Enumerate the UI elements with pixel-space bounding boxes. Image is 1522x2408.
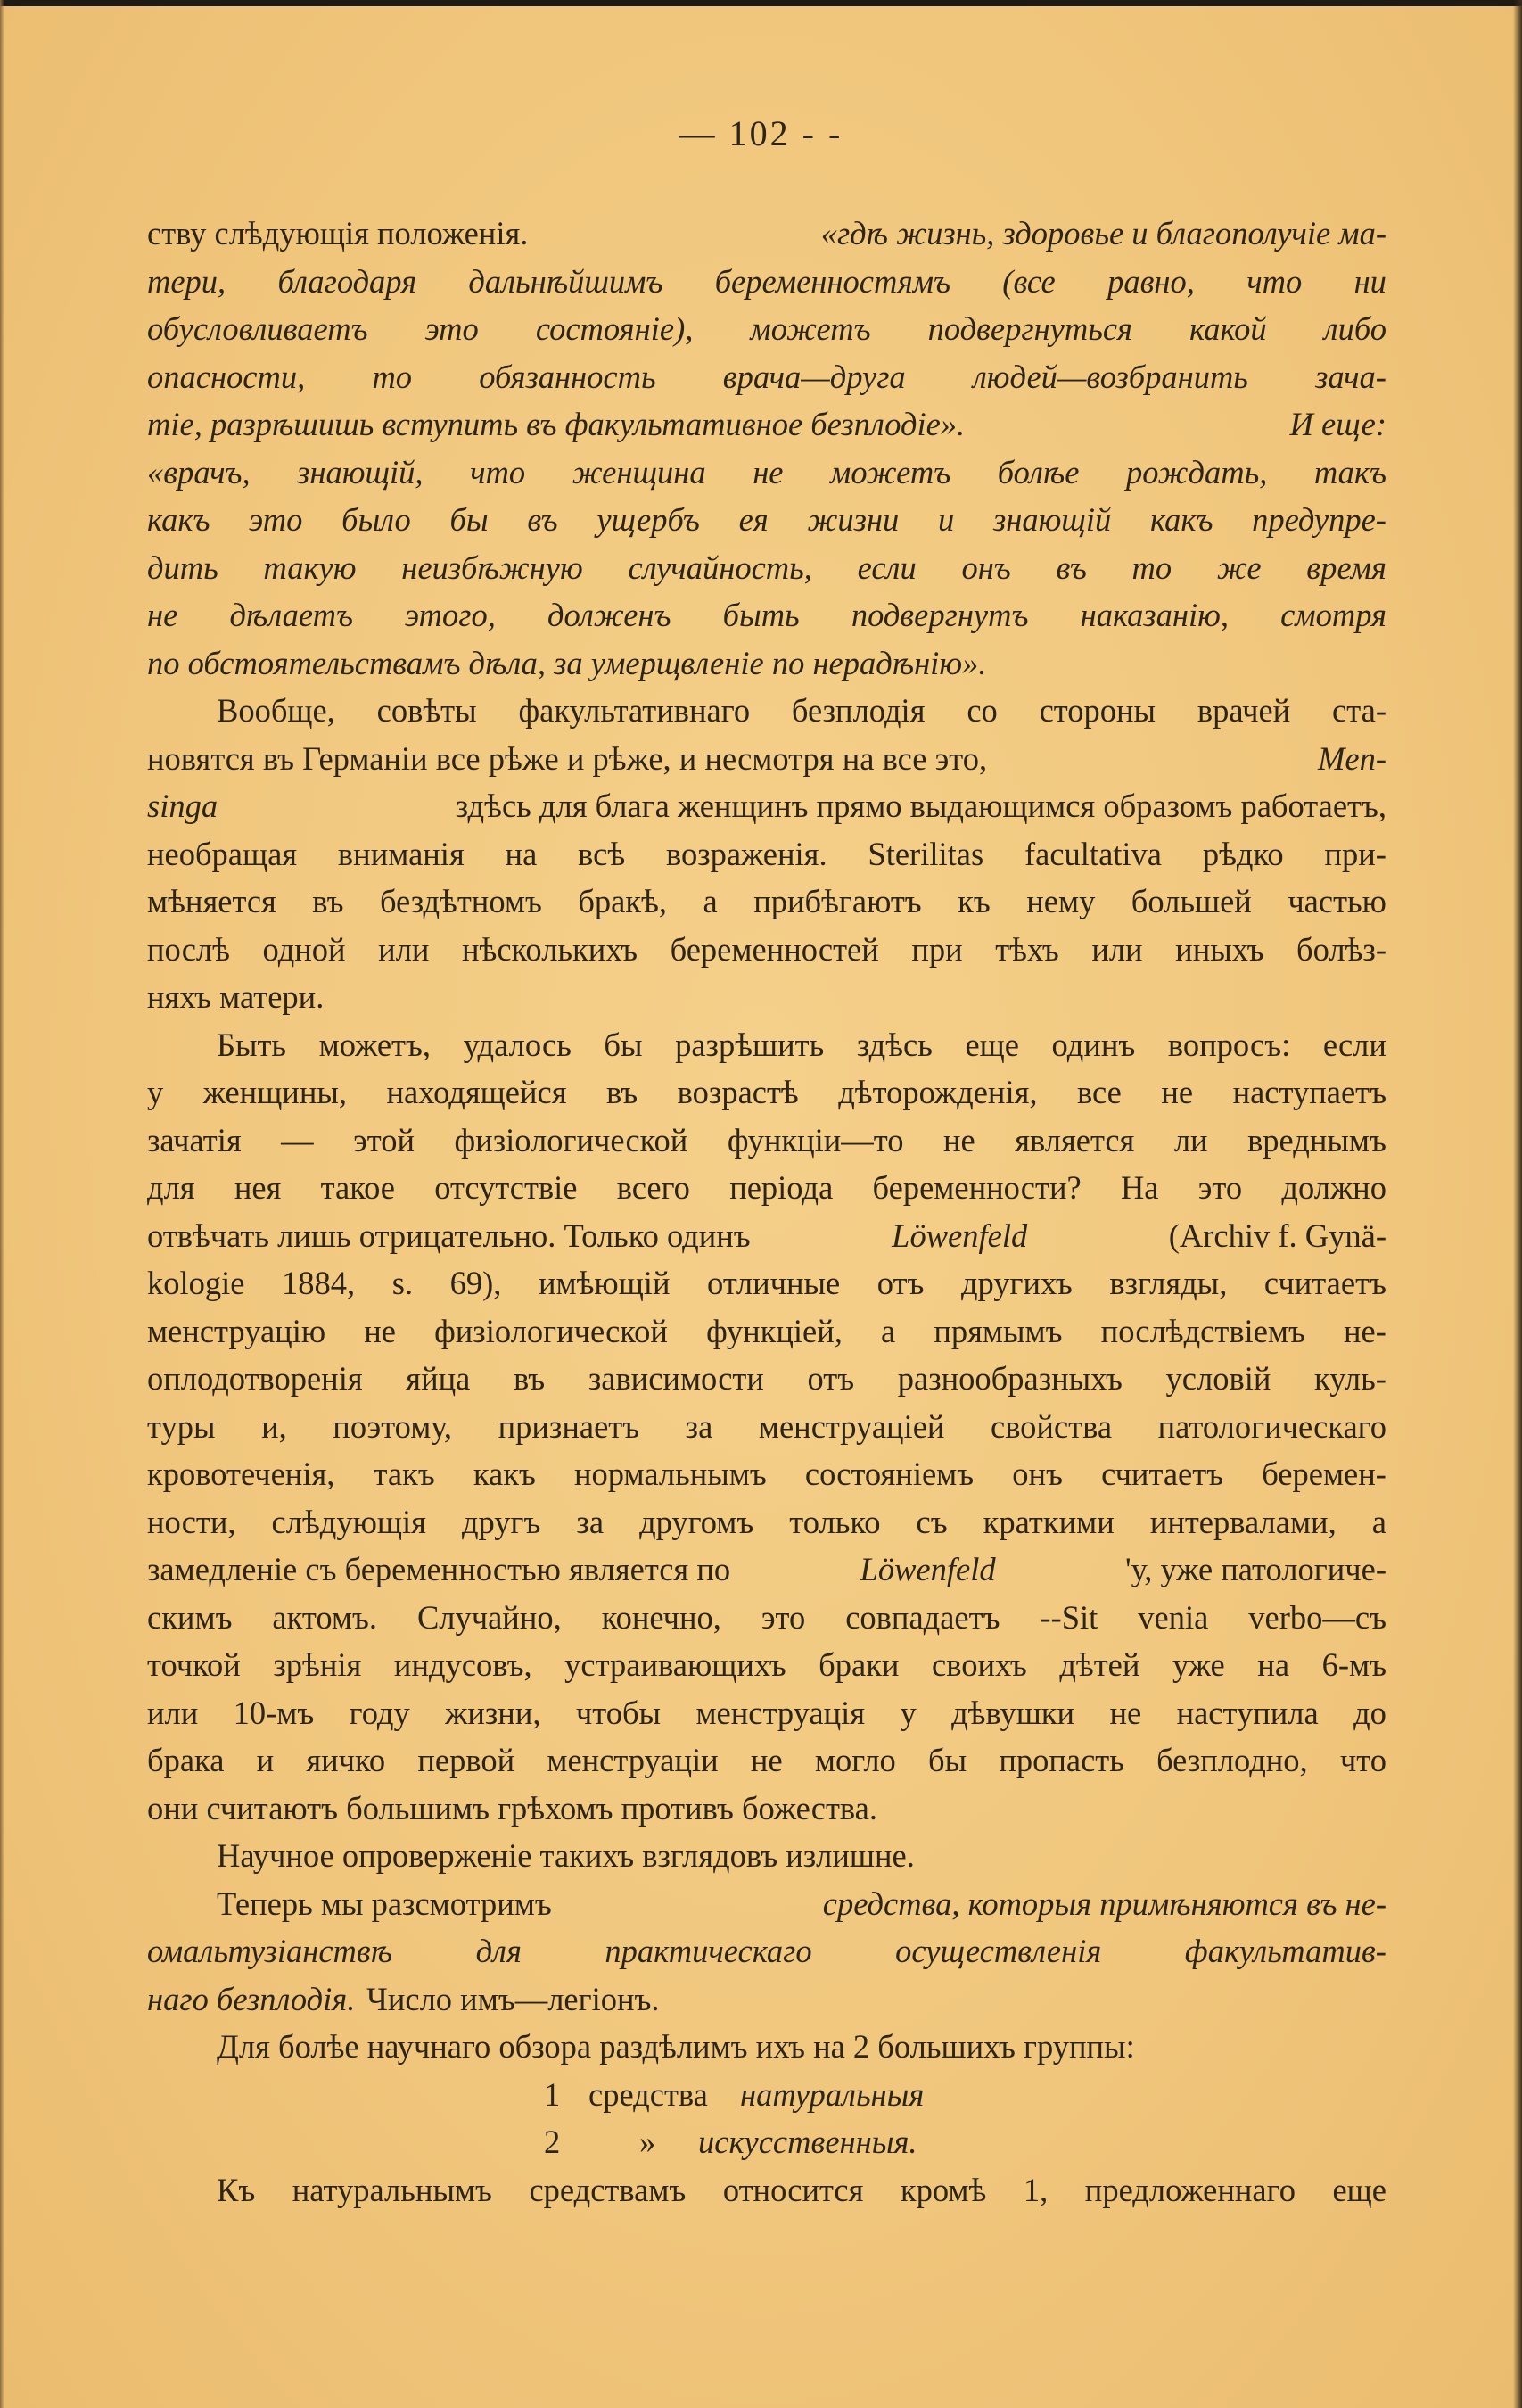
body-text [147,210,1386,2214]
text-run: здѣсь для блага женщинъ прямо выдающимся образомъ работаетъ, [455,788,1386,824]
text-line [147,1641,1386,1689]
paragraph [147,1832,1386,1880]
list-item-word: » [639,2123,656,2160]
italic-text-run: обусловливаетъ это состояніе), можетъ подвергнуться какой либо [147,310,1386,347]
list-item-name: искусственныя. [698,2123,917,2160]
text-run: Къ натуральнымъ средствамъ относится кромѣ 1, предложеннаго еще [217,2171,1386,2208]
text-line [147,1785,1386,1833]
text-line [147,830,1386,878]
italic-text-run: singa [147,788,218,824]
text-line [147,1594,1386,1642]
text-run: мѣняется въ бездѣтномъ бракѣ, а прибѣгаютъ къ нему большей частью [147,883,1386,919]
italic-text-run: Löwenfeld [860,1551,996,1587]
text-line [147,1546,1386,1594]
italic-text-run: «гдѣ жизнь, здоровье и благополучіе ма- [820,215,1386,252]
text-run: туры и, поэтому, признаетъ за менструаціей свойства патологическаго [147,1407,1386,1445]
text-run: Теперь мы разсмотримъ [217,1884,552,1922]
text-line [147,1927,1386,1975]
text-line [147,591,1386,639]
text-line [147,926,1386,974]
italic-text-run: по обстоятельствамъ дѣла, за умерщвленіе по нерадѣнію». [147,644,987,681]
text-line [147,973,1386,1021]
text-line [147,1355,1386,1403]
text-run: Для болѣе научнаго обзора раздѣлимъ ихъ на 2 большихъ группы: [217,2028,1135,2065]
text-line [147,449,1386,497]
text-line [147,1307,1386,1356]
text-line [147,1450,1386,1498]
italic-text-run: дить такую неизбѣжную случайность, если онъ въ то же время [147,548,1386,586]
text-run: оплодотворенія яйца въ зависимости отъ разнообразныхъ условій куль- [147,1360,1386,1397]
list-item-word: средства [588,2075,708,2113]
text-run: Число имъ—легіонъ. [366,1980,660,2017]
text-line [147,735,1386,783]
text-line [147,353,1386,401]
text-line [147,1021,1386,1069]
text-line [147,305,1386,353]
text-run: зачатія — этой физіологической функціи—то не является ли вреднымъ [147,1121,1386,1159]
text-line [147,782,1386,830]
paragraph [147,687,1386,1021]
italic-text-run: Löwenfeld [892,1216,1028,1254]
italic-text-run: тіе, разрѣшишь вступить въ факультативное безплодіе». [147,406,966,442]
italic-text-run: И еще: [1289,406,1386,442]
text-line [147,400,1386,449]
text-run: Научное опроверженіе такихъ взглядовъ излишне. [217,1837,915,1874]
paragraph [147,210,1386,687]
text-run: скимъ актомъ. Случайно, конечно, это совпадаетъ --Sit venia verbo—съ [147,1598,1386,1636]
text-line [147,1259,1386,1307]
text-run: или 10-мъ году жизни, чтобы менструація у дѣвушки не наступила до [147,1694,1386,1731]
text-run: Вообще, совѣты факультативнаго безплодія со стороны врачей ста- [217,692,1386,729]
page-number: — 102 - - [679,113,843,153]
paragraph [147,2023,1386,2071]
text-line [147,544,1386,592]
text-line [147,258,1386,306]
text-line [147,1832,1386,1880]
text-line [147,1164,1386,1212]
paragraph [147,1880,1386,2024]
text-run: необращая вниманія на всѣ возраженія. Sterilitas facultativa рѣдко при- [147,835,1386,872]
page-left-edge [0,0,4,2408]
text-run: ности, слѣдующія другъ за другомъ только съ краткими интервалами, а [147,1503,1386,1540]
list-item [147,2071,1386,2119]
text-line [147,1736,1386,1785]
text-run: 'у, уже патологиче- [1125,1551,1386,1587]
text-line [147,1880,1386,1928]
italic-text-run: Men- [1317,739,1386,777]
text-run: для нея такое отсутствіе всего періода беременности? На это должно [147,1169,1386,1206]
paragraph [147,1021,1386,1833]
page-top-edge [0,0,1522,6]
text-line [147,1689,1386,1737]
italic-text-run: средства, которыя примѣняются въ не- [822,1884,1386,1922]
text-run: kologie 1884, s. 69), имѣющій отличные отъ другихъ взгляды, считаетъ [147,1265,1386,1301]
text-line [147,1117,1386,1165]
text-line [147,878,1386,926]
text-run: менструацію не физіологической функціей, а прямымъ послѣдствіемъ не- [147,1312,1386,1349]
text-line [147,2166,1386,2214]
text-run: точкой зрѣнія индусовъ, устраивающихъ браки своихъ дѣтей уже на 6-мъ [147,1646,1386,1683]
text-line [147,496,1386,544]
text-line [147,1975,1386,2024]
text-run: кровотеченія, такъ какъ нормальнымъ состояніемъ онъ считаетъ беремен- [147,1456,1386,1492]
text-line [147,2023,1386,2071]
italic-text-run: наго безплодія. [147,1980,356,2017]
text-run: замедленіе съ беременностью является по [147,1551,731,1587]
italic-text-run: какъ это было бы въ ущербъ ея жизни и знающій какъ предупре- [147,501,1386,538]
text-line [147,639,1386,688]
text-line [147,1068,1386,1117]
text-line [147,210,1386,258]
list-item [147,2118,1386,2166]
text-run: Быть можетъ, удалось бы разрѣшить здѣсь еще одинъ вопросъ: если [217,1026,1386,1063]
text-run: ству слѣдующія положенія. [147,215,529,252]
text-run: они считаютъ большимъ грѣхомъ противъ божества. [147,1789,877,1827]
italic-text-run: опасности, то обязанность врача—друга людей—возбранить зача- [147,358,1386,395]
text-run: новятся въ Германіи все рѣже и рѣже, и несмотря на все это, [147,739,988,777]
text-line [147,687,1386,735]
text-line [147,1403,1386,1451]
list-item-name: натуральныя [740,2075,925,2113]
page-right-edge [1513,0,1522,2408]
list-item-number: 1 [544,2075,561,2113]
text-line [147,1498,1386,1546]
text-run: брака и яичко первой менструаціи не могло бы пропасть безплодно, что [147,1742,1386,1778]
italic-text-run: тери, благодаря дальнѣйшимъ беременностямъ (все равно, что ни [147,262,1386,300]
text-run: послѣ одной или нѣсколькихъ беременностей при тѣхъ или иныхъ болѣз- [147,930,1386,968]
text-line [147,1212,1386,1260]
text-run: отвѣчать лишь отрицательно. Только одинъ [147,1216,751,1254]
italic-text-run: не дѣлаетъ этого, долженъ быть подвергнутъ наказанію, смотря [147,597,1386,633]
text-run: няхъ матери. [147,978,325,1015]
text-run: у женщины, находящейся въ возрастѣ дѣторожденія, все не наступаетъ [147,1074,1386,1110]
list-item-number: 2 [544,2123,561,2160]
text-run: (Archiv f. Gynä- [1168,1216,1386,1254]
italic-text-run: омальтузіанствѣ для практическаго осуществленія факультатив- [147,1933,1386,1969]
italic-text-run: «врачъ, знающій, что женщина не можетъ болѣе рождать, такъ [147,453,1386,491]
